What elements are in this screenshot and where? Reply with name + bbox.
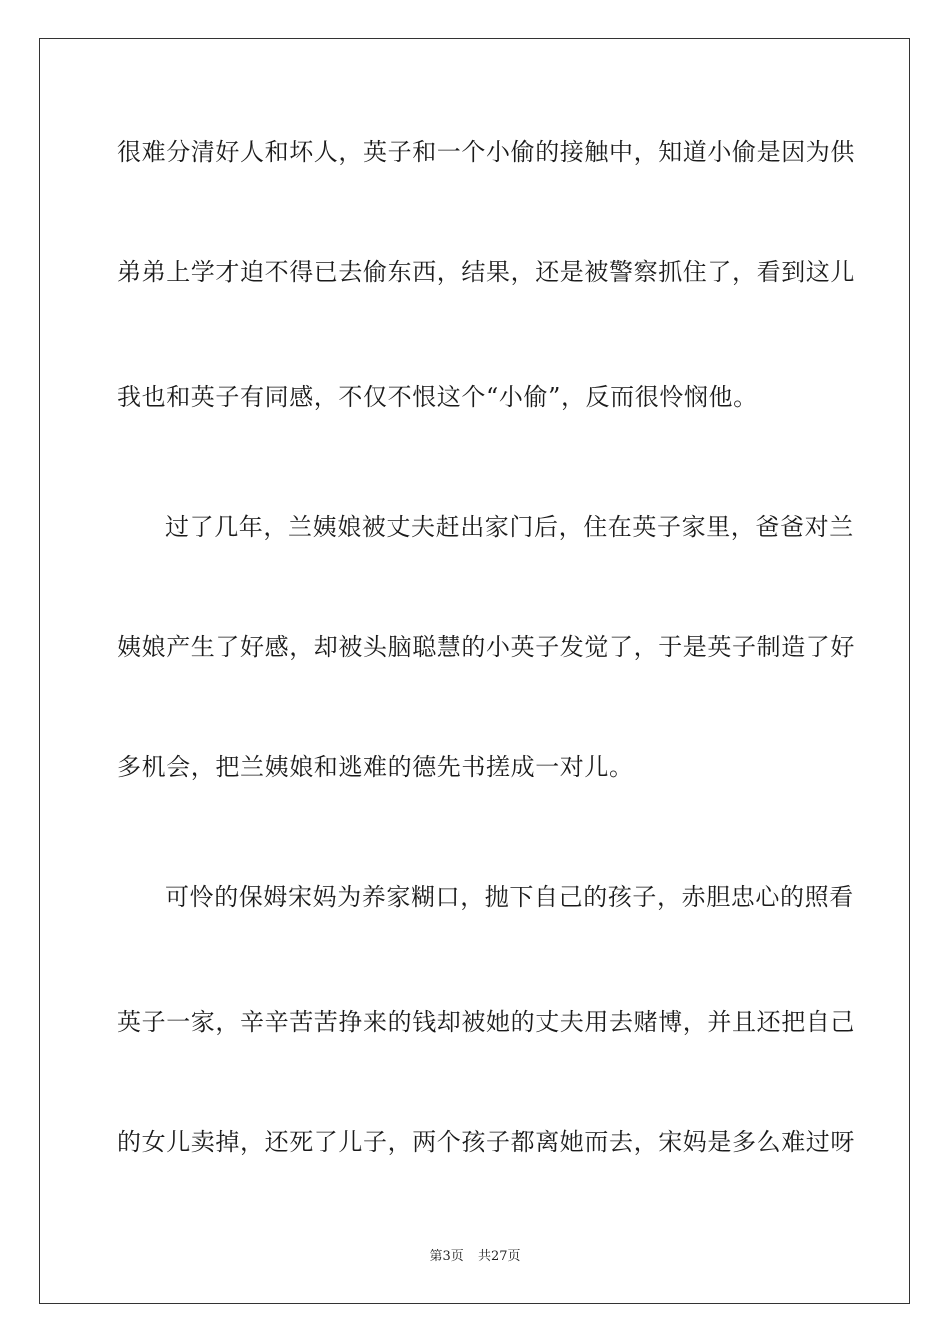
text-line: 英子一家，辛辛苦苦挣来的钱却被她的丈夫用去赌博，并且还把自己 xyxy=(117,1008,855,1036)
page-footer xyxy=(0,1249,950,1265)
text-line: 可怜的保姆宋妈为养家糊口，抛下自己的孩子，赤胆忠心的照看 xyxy=(165,883,854,911)
text-line: 的女儿卖掉，还死了儿子，两个孩子都离她而去，宋妈是多么难过呀 xyxy=(117,1128,855,1156)
page-total: 共27页 xyxy=(477,1249,521,1264)
text-line: 弟弟上学才迫不得已去偷东西，结果，还是被警察抓住了，看到这儿 xyxy=(117,258,855,286)
text-line: 很难分清好人和坏人，英子和一个小偷的接触中，知道小偷是因为供 xyxy=(117,138,855,166)
text-line: 过了几年，兰姨娘被丈夫赶出家门后，住在英子家里，爸爸对兰 xyxy=(165,513,854,541)
text-line: 多机会，把兰姨娘和逃难的德先书搓成一对儿。 xyxy=(117,753,634,781)
page-border xyxy=(39,38,910,1304)
text-line: 我也和英子有同感，不仅不恨这个“小偷”，反而很怜悯他。 xyxy=(117,383,758,411)
page-number: 第3页 xyxy=(429,1249,464,1264)
text-line: 姨娘产生了好感，却被头脑聪慧的小英子发觉了，于是英子制造了好 xyxy=(117,633,855,661)
